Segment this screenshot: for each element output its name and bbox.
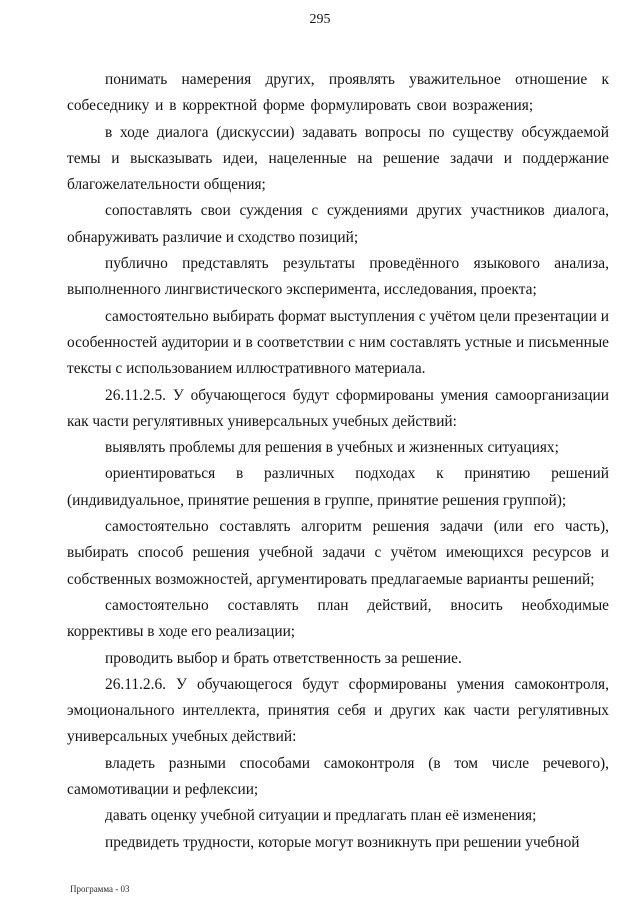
footer-label: Программа - 03	[70, 884, 130, 894]
paragraph: публично представлять результаты проведённого языкового анализа, выполненного лингвистического эксперимента, исследования, проекта;	[67, 255, 609, 299]
paragraph: предвидеть трудности, которые могут возникнуть при решении учебной	[105, 833, 580, 851]
section-heading-paragraph: 26.11.2.6. У обучающегося будут сформированы умения самоконтроля, эмоционального интеллекта, принятия себя и других как части регулятивных универсальных учебных действий:	[67, 675, 609, 746]
section-heading-paragraph: 26.11.2.5. У обучающегося будут сформированы умения самоорганизации как части регулятивных универсальных учебных действий:	[67, 386, 609, 430]
paragraph: самостоятельно выбирать формат выступления с учётом цели презентации и особенностей аудитории и в соответствии с ним составлять устные и письменные тексты с использованием иллюстративного материала.	[67, 307, 609, 378]
paragraph: ориентироваться в различных подходах к принятию решений (индивидуальное, принятие решения в группе, принятие решения группой);	[67, 465, 609, 509]
paragraph: сопоставлять свои суждения с суждениями других участников диалога, обнаруживать различие и сходство позиций;	[67, 202, 609, 246]
paragraph: выявлять проблемы для решения в учебных и жизненных ситуациях;	[105, 439, 559, 457]
paragraph: владеть разными способами самоконтроля (в том числе речевого), самомотивации и рефлексии;	[67, 754, 609, 799]
paragraph: проводить выбор и брать ответственность за решение.	[105, 649, 462, 667]
page-body	[67, 67, 609, 856]
paragraph: самостоятельно составлять план действий, вносить необходимые коррективы в ходе его реализации;	[67, 596, 609, 641]
paragraph: самостоятельно составлять алгоритм решения задачи (или его часть), выбирать способ решения учебной задачи с учётом имеющихся ресурсов и собственных возможностей, аргументировать предлагаемые варианты решений;	[67, 518, 609, 588]
paragraph: понимать намерения других, проявлять уважительное отношение к собеседнику и в корректной форме формулировать свои возражения;	[67, 71, 609, 115]
page-number: 295	[309, 12, 331, 27]
paragraph: в ходе диалога (дискуссии) задавать вопросы по существу обсуждаемой темы и высказывать идеи, нацеленные на решение задачи и поддержание благожелательности общения;	[67, 123, 609, 194]
paragraph: давать оценку учебной ситуации и предлагать план её изменения;	[105, 807, 537, 825]
